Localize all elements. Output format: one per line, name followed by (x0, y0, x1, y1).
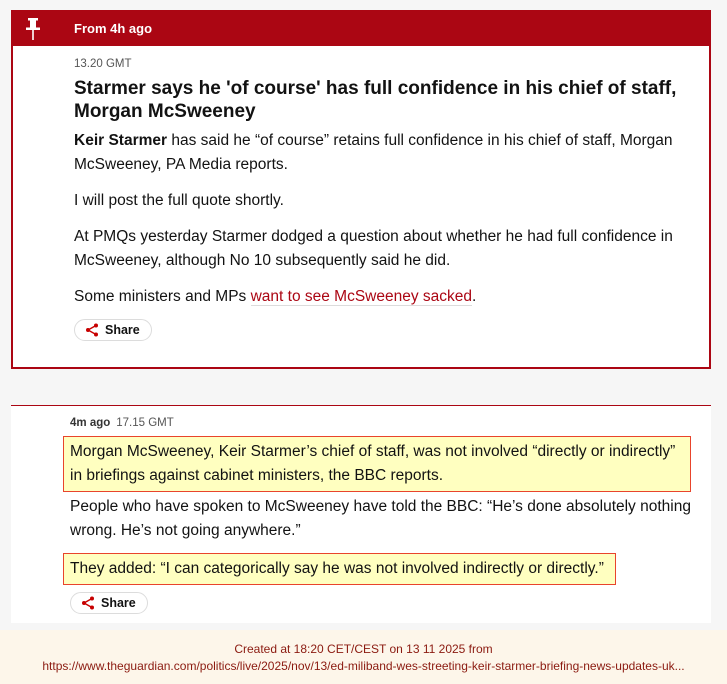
paragraph-text: Some ministers and MPs (74, 288, 251, 305)
entry-paragraph-2: People who have spoken to McSweeney have told the BBC: “He’s done absolutely nothing wrong. He’s not going anywhere.” (70, 498, 691, 539)
share-label: Share (105, 323, 140, 337)
live-entry (11, 405, 711, 623)
pin-icon (23, 17, 43, 41)
entry-meta (70, 417, 174, 429)
entry-time: 17.15 GMT (116, 417, 174, 429)
post-paragraph-3: At PMQs yesterday Starmer dodged a question about whether he had full confidence in McSweeney, although No 10 subsequently said he did. (74, 228, 673, 269)
highlighted-paragraph-1: Morgan McSweeney, Keir Starmer’s chief of staff, was not involved “directly or indirectly” in briefings against cabinet ministers, the BBC reports. (63, 436, 691, 492)
paragraph-text: . (472, 288, 477, 305)
post-paragraph-2: I will post the full quote shortly. (74, 192, 284, 209)
post-paragraph-4 (74, 285, 694, 309)
footer-created: Created at 18:20 CET/CEST on 13 11 2025 from (234, 642, 493, 656)
entry-ago: 4m ago (70, 417, 111, 429)
post-headline: Starmer says he 'of course' has full confidence in his chief of staff, Morgan McSweeney (74, 78, 677, 122)
paragraph-text: has said he “of course” retains full confidence in his chief of staff, Morgan McSweeney, PA Media reports. (74, 132, 673, 173)
share-icon (81, 596, 95, 610)
share-icon (85, 323, 99, 337)
capture-footer (0, 630, 727, 684)
share-button[interactable] (70, 592, 148, 614)
pinned-post (11, 10, 711, 369)
share-button[interactable] (74, 319, 152, 341)
sacked-link[interactable]: want to see McSweeney sacked (250, 288, 473, 305)
footer-url: https://www.theguardian.com/politics/live/2025/nov/13/ed-miliband-wes-streeting-keir-starmer-briefing-news-updates-uk... (42, 659, 685, 673)
post-paragraph-1 (74, 129, 694, 177)
share-label: Share (101, 596, 136, 610)
pinned-body (74, 46, 694, 342)
post-time: 13.20 GMT (74, 58, 132, 70)
highlighted-paragraph-3: They added: “I can categorically say he was not involved indirectly or directly.” (63, 553, 616, 585)
pinned-label: From 4h ago (74, 21, 153, 36)
author-name: Keir Starmer (74, 132, 168, 149)
pinned-header (13, 12, 709, 46)
